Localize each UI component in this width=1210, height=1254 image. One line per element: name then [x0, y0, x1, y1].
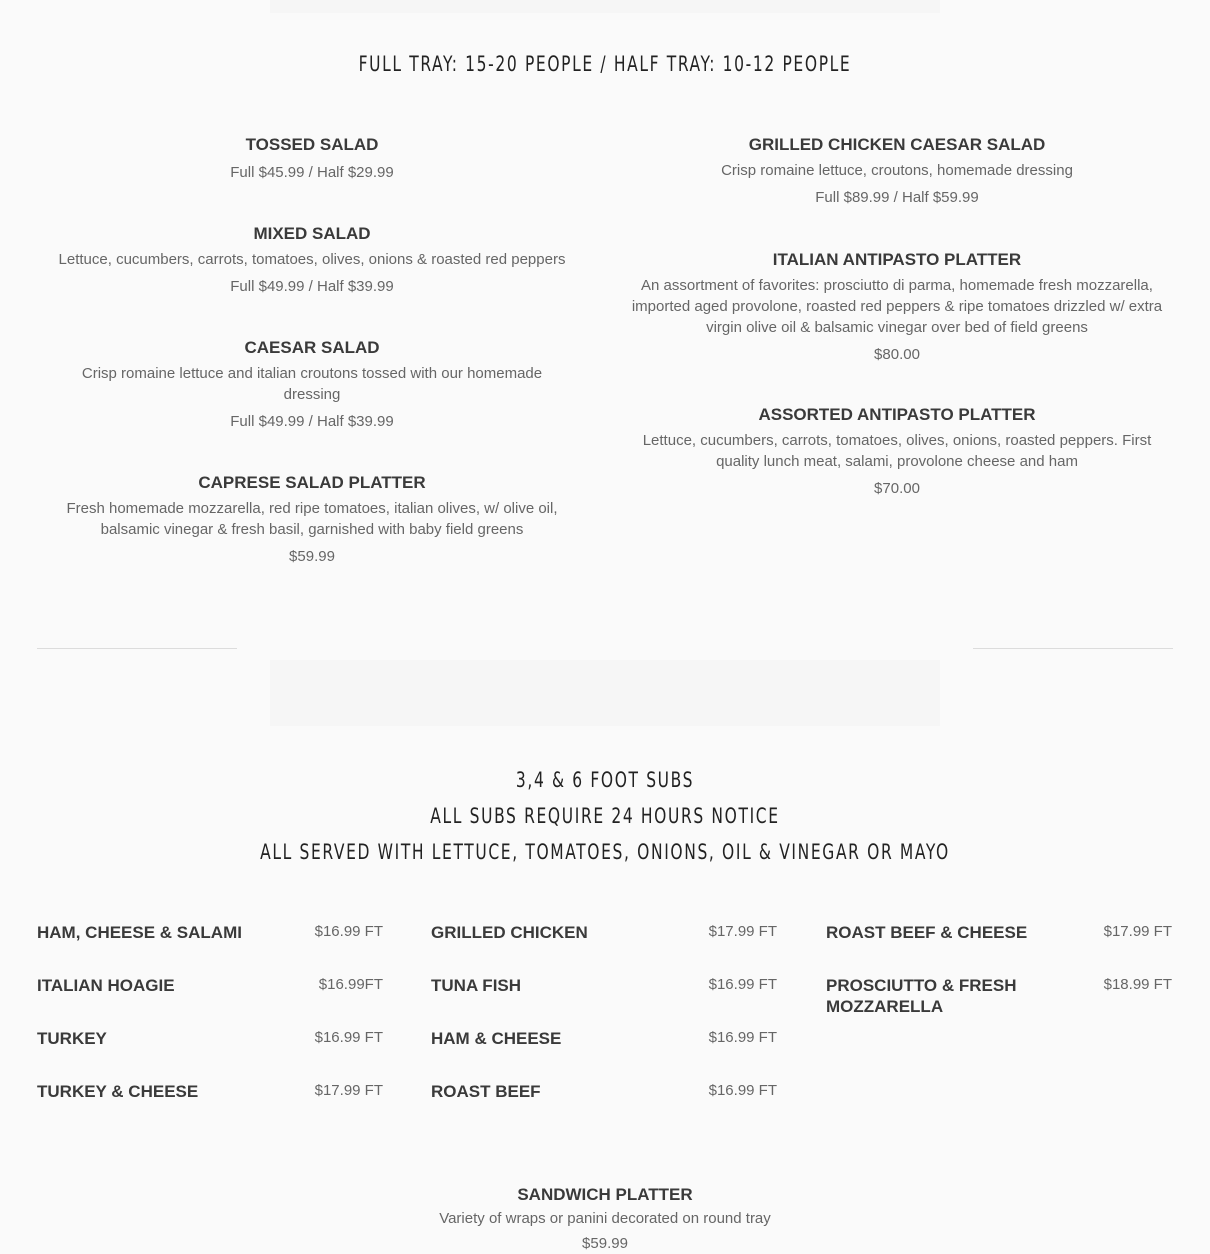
sub-item — [826, 922, 1172, 943]
sub-price: $16.99FT — [318, 976, 383, 993]
item-price: $80.00 — [874, 346, 920, 363]
sub-price: $17.99 FT — [314, 1082, 383, 1099]
sub-name: GRILLED CHICKEN — [431, 923, 588, 942]
sub-item — [826, 975, 1172, 1017]
sub-item — [37, 1081, 383, 1102]
item-price: Full $89.99 / Half $59.99 — [815, 189, 979, 206]
divider-right — [973, 648, 1173, 649]
sub-item — [37, 1028, 383, 1049]
item-description: Fresh homemade mozzarella, red ripe tomatoes, italian olives, w/ olive oil, balsamic vinegar & fresh basil, garnished with baby field greens — [66, 500, 558, 538]
sub-item — [431, 975, 777, 996]
item-title: ASSORTED ANTIPASTO PLATTER — [758, 405, 1036, 424]
item-price: $59.99 — [582, 1235, 628, 1252]
sub-item — [37, 975, 383, 996]
item-description: Lettuce, cucumbers, carrots, tomatoes, olives, onions & roasted red peppers — [58, 251, 566, 268]
sub-name: PROSCIUTTO & FRESH MOZZARELLA — [826, 976, 1017, 1016]
sub-name: ITALIAN HOAGIE — [37, 976, 175, 995]
sandwich-platter — [330, 1184, 880, 1254]
item-title: GRILLED CHICKEN CAESAR SALAD — [748, 135, 1046, 154]
tray-item — [37, 472, 587, 567]
divider-left — [37, 648, 237, 649]
sub-price: $16.99 FT — [708, 1029, 777, 1046]
item-title: TOSSED SALAD — [245, 135, 379, 154]
tray-item — [37, 223, 587, 297]
item-price: $70.00 — [874, 480, 920, 497]
sub-price: $16.99 FT — [314, 923, 383, 940]
sub-item — [431, 922, 777, 943]
tray-item — [622, 404, 1172, 499]
sub-item — [431, 1028, 777, 1049]
subs-served-with: ALL SERVED WITH LETTUCE, TOMATOES, ONIONS, OIL & VINEGAR OR MAYO — [260, 840, 950, 864]
item-title: CAESAR SALAD — [244, 338, 380, 357]
sub-price: $17.99 FT — [708, 923, 777, 940]
mid-faint-banner — [270, 660, 940, 726]
item-price: $59.99 — [289, 548, 335, 565]
sub-price: $17.99 FT — [1103, 923, 1172, 940]
tray-size-heading: FULL TRAY: 15-20 PEOPLE / HALF TRAY: 10-12 PEOPLE — [358, 52, 852, 76]
item-price: Full $45.99 / Half $29.99 — [230, 164, 394, 181]
item-description: Crisp romaine lettuce and italian croutons tossed with our homemade dressing — [81, 365, 543, 403]
sub-name: TURKEY — [37, 1029, 107, 1048]
sub-price: $16.99 FT — [708, 976, 777, 993]
tray-item — [37, 337, 587, 432]
item-description: An assortment of favorites: prosciutto di parma, homemade fresh mozzarella, imported aged provolone, roasted red peppers & ripe tomatoes drizzled w/ extra virgin olive oil & balsamic vinegar over bed of field greens — [631, 277, 1163, 336]
subs-notice: ALL SUBS REQUIRE 24 HOURS NOTICE — [430, 804, 780, 828]
sub-item — [37, 922, 383, 943]
tray-item — [37, 134, 587, 183]
sub-name: ROAST BEEF & CHEESE — [826, 923, 1028, 942]
sub-price: $16.99 FT — [708, 1082, 777, 1099]
top-faint-banner — [270, 0, 940, 13]
tray-item — [622, 249, 1172, 365]
tray-item — [622, 134, 1172, 208]
item-title: MIXED SALAD — [253, 224, 371, 243]
item-price: Full $49.99 / Half $39.99 — [230, 413, 394, 430]
sub-name: ROAST BEEF — [431, 1082, 541, 1101]
item-title: CAPRESE SALAD PLATTER — [198, 473, 426, 492]
subs-heading: 3,4 & 6 FOOT SUBS — [515, 768, 695, 792]
item-description: Variety of wraps or panini decorated on round tray — [439, 1210, 771, 1227]
sub-item — [431, 1081, 777, 1102]
item-title: ITALIAN ANTIPASTO PLATTER — [772, 250, 1022, 269]
item-description: Crisp romaine lettuce, croutons, homemade dressing — [721, 162, 1073, 179]
sub-name: TUNA FISH — [431, 976, 522, 995]
sub-name: HAM, CHEESE & SALAMI — [37, 923, 242, 942]
sub-name: HAM & CHEESE — [431, 1029, 562, 1048]
item-title: SANDWICH PLATTER — [517, 1185, 693, 1204]
sub-price: $16.99 FT — [314, 1029, 383, 1046]
item-description: Lettuce, cucumbers, carrots, tomatoes, olives, onions, roasted peppers. First quality lunch meat, salami, provolone cheese and ham — [642, 432, 1152, 470]
sub-price: $18.99 FT — [1103, 976, 1172, 993]
sub-name: TURKEY & CHEESE — [37, 1082, 199, 1101]
item-price: Full $49.99 / Half $39.99 — [230, 278, 394, 295]
